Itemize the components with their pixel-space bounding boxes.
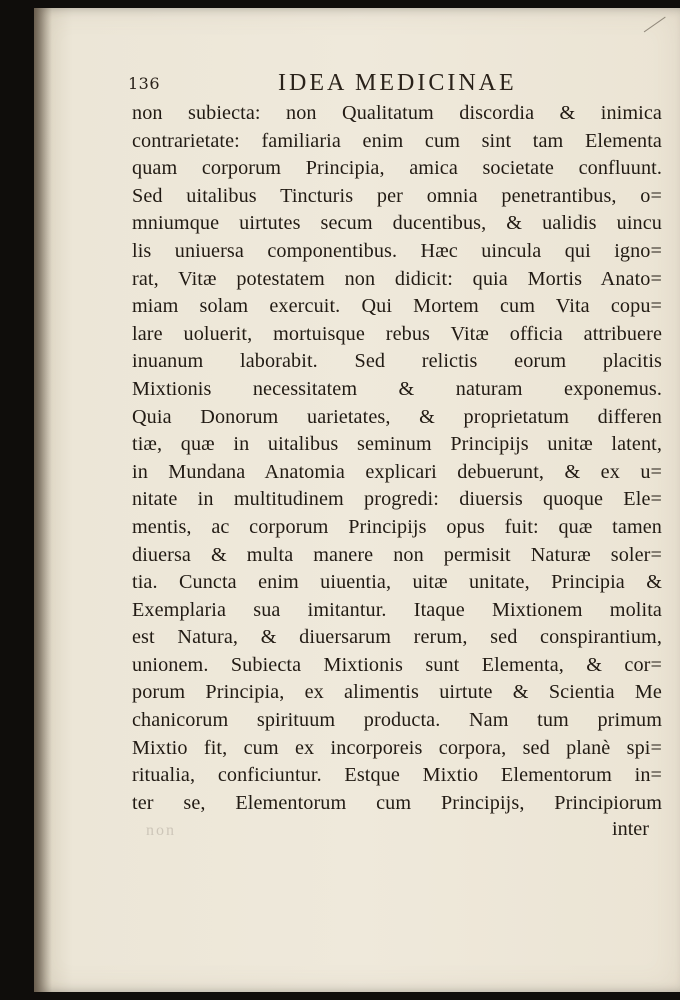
text-line: ter se, Elementorum cum Principijs, Principiorum [132, 791, 662, 814]
text-line: nitate in multitudinem progredi: diuersis quoque Ele= [132, 488, 662, 511]
text-line: tiæ, quæ in uitalibus seminum Principijs unitæ latent, [132, 433, 662, 456]
text-line: quam corporum Principia, amica societate confluunt. [132, 157, 662, 180]
body-text [132, 100, 662, 817]
show-through-text: non [146, 822, 176, 839]
text-line: porum Principia, ex alimentis uirtute & Scientia Me [132, 681, 662, 704]
text-line: rat, Vitæ potestatem non didicit: quia Mortis Anato= [132, 267, 662, 290]
page-number: 136 [128, 74, 161, 93]
text-line: Exemplaria sua imitantur. Itaque Mixtionem molita [132, 598, 662, 621]
text-line: est Natura, & diuersarum rerum, sed conspirantium, [132, 626, 662, 649]
text-line: chanicorum spirituum producta. Nam tum primum [132, 709, 662, 732]
catchword: inter [612, 818, 649, 840]
text-line: Quia Donorum uarietates, & proprietatum differen [132, 405, 662, 428]
text-line: diuersa & multa manere non permisit Naturæ soler= [132, 543, 662, 566]
running-title: IDEA MEDICINAE [278, 70, 517, 96]
text-line: Sed uitalibus Tincturis per omnia penetrantibus, o= [132, 184, 662, 207]
page-gutter-shadow [34, 8, 52, 992]
text-line: non subiecta: non Qualitatum discordia & inimica [132, 102, 662, 124]
text-line: contrarietate: familiaria enim cum sint tam Elementa [132, 129, 662, 152]
text-line: inuanum laborabit. Sed relictis eorum placitis [132, 350, 662, 373]
text-line: lare uoluerit, mortuisque rebus Vitæ officia attribuere [132, 322, 662, 345]
text-line: miam solam exercuit. Qui Mortem cum Vita copu= [132, 295, 662, 318]
text-line: mniumque uirtutes secum ducentibus, & ualidis uincu [132, 212, 662, 235]
text-line: Mixtio fit, cum ex incorporeis corpora, sed planè spi= [132, 736, 662, 759]
text-line: Mixtionis necessitatem & naturam exponemus. [132, 377, 662, 400]
text-line: mentis, ac corporum Principijs opus fuit: quæ tamen [132, 515, 662, 538]
text-line: in Mundana Anatomia explicari debuerunt, & ex u= [132, 460, 662, 483]
text-line: ritualia, conficiuntur. Estque Mixtio Elementorum in= [132, 764, 662, 787]
page-header [128, 70, 648, 96]
text-line: tia. Cuncta enim uiuentia, uitæ unitate, Principia & [132, 571, 662, 594]
text-line: lis uniuersa componentibus. Hæc uincula qui igno= [132, 239, 662, 262]
text-line: unionem. Subiecta Mixtionis sunt Elementa, & cor= [132, 653, 662, 676]
